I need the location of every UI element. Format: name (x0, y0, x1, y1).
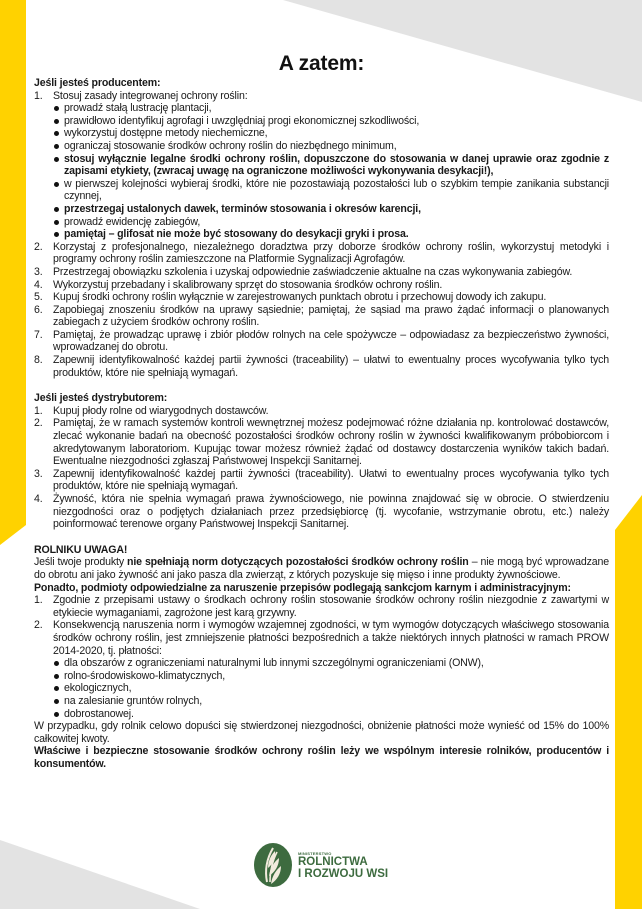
farmer-warning-section (34, 544, 609, 771)
reduction-text: W przypadku, gdy rolnik celowo dopuści się stwierdzonej niezgodności, obniżenie płatności może wynieść od 15% do 100% całkowitej kwoty. (34, 720, 609, 745)
spacer (34, 531, 609, 544)
decorative-gray-triangle-bottom (0, 820, 260, 909)
list-item: 5. Kupuj środki ochrony roślin wyłącznie w zarejestrowanych punktach obrotu i przechowuj dowody ich zakupu. (34, 291, 547, 304)
bullet-item: przestrzegaj ustalonych dawek, terminów stosowania i okresów karencji, (53, 203, 609, 216)
ipm-bullet-list (53, 102, 609, 241)
list-item: 2. Korzystaj z profesjonalnego, niezależnego doradztwa przy doborze środków ochrony roślin, wykorzystuj metodyki i programy ochrony roślin zamieszczone na Platformie Sygnalizacji Agrofagów. (34, 240, 609, 266)
bullet-item: w pierwszej kolejności wybieraj środki, które nie pozostawiają pozostałości lub o szybkim tempie zanikania substancji czynnej, (53, 178, 609, 203)
decorative-yellow-bar-left (0, 0, 28, 545)
list-item: 8. Zapewnij identyfikowalność każdej partii żywności (traceability) – ułatwi to ewentualny proces wycofywania tylko tych produktów, które nie spełniają wymagań. (34, 354, 609, 379)
list-item: 4. Wykorzystuj przebadany i skalibrowany sprzęt do stosowania środków ochrony roślin. (34, 278, 443, 291)
list-item: 3. Przestrzegaj obowiązku szkolenia i uzyskaj odpowiednie zaświadczenie aktualne na czas wykonywania zabiegów. (34, 265, 573, 278)
list-item: 4. Żywność, która nie spełnia wymagań prawa żywnościowego, nie powinna znajdować się w obrocie. O stwierdzeniu niezgodności oraz o podjętych działaniach przez przedsiębiorcę (tj. wycofanie, wstrzymanie obrotu, etc.) należy poinformować terenowe organy Państwowej Inspekcji Sanitarnej. (34, 493, 609, 531)
list-item: 3. Zapewnij identyfikowalność każdej partii żywności (traceability). Ułatwi to ewentualny proces wycofywania tylko tych produktów, które nie spełniają wymagań. (34, 467, 609, 493)
bullet-item: rolno-środowiskowo-klimatycznych, (53, 670, 609, 683)
document-body (34, 52, 609, 770)
list-item: 1. Zgodnie z przepisami ustawy o środkach ochrony roślin stosowanie środków ochrony roślin niezgodnie z zawartymi w etykiecie wymaganiami, zagrożone jest karą grzywny. (34, 594, 609, 619)
producer-list (34, 90, 609, 380)
page-title: A zatem: (278, 52, 365, 75)
bullet-item: ekologicznych, (53, 682, 609, 695)
bullet-item: pamiętaj – glifosat nie może być stosowany do desykacji gryki i prosa. (53, 228, 609, 241)
warning-heading: ROLNIKU UWAGA! (34, 543, 128, 556)
closing-statement: Właściwe i bezpieczne stosowanie środków ochrony roślin leży we wspólnym interesie rolników, producentów i konsumentów. (34, 745, 609, 770)
list-item: 2. Konsekwencją naruszenia norm i wymogów wzajemnej zgodności, w tym wymogów dotyczących właściwego stosowania środków ochrony roślin, jest zmniejszenie płatności bezpośrednich a także niektórych innych płatności w ramach PROW 2014-2020, tj. płatności: dla obszarów z ograniczeniami naturalnymi lub innymi szczególnymi ograniczeniami (ONW), rolno-środowiskowo-klimatycznych, ekologicznych, na zalesianie gruntów rolnych, dobrostanowej. (34, 619, 609, 720)
distributor-heading: Jeśli jesteś dystrybutorem: (34, 392, 168, 405)
decorative-yellow-bar-right (612, 495, 642, 909)
warning-intro: Jeśli twoje produkty nie spełniają norm dotyczących pozostałości środków ochrony roślin – nie mogą być wprowadzane do obrotu ani jako żywność ani jako pasza dla zwierząt, z których pozyskuje się mięso i inne produkty żywnościowe. (34, 556, 609, 581)
bullet-item: stosuj wyłącznie legalne środki ochrony roślin, dopuszczone do stosowania w danej uprawie oraz zgodnie z zapisami etykiety, (zwracaj uwagę na ograniczone możliwości wykonywania desykacji!), (53, 153, 609, 178)
list-item: 1. Kupuj płody rolne od wiarygodnych dostawców. (34, 404, 269, 417)
bullet-item: dobrostanowej. (53, 708, 609, 721)
bullet-item: ograniczaj stosowanie środków ochrony roślin do niezbędnego minimum, (53, 140, 609, 153)
list-item: 2. Pamiętaj, że w ramach systemów kontroli wewnętrznej możesz podejmować różne działania np. kontrolować dostawców, zlecać wykonanie badań na obecność pozostałości środków ochrony roślin w żywności kwalifikowanym próbobiorcom i akredytowanym laboratoriom. Kupując towar możesz również żądać od dostawcy dostarczenia wyników takich badań. Ewentualne niezgodności zgłaszaj Państwowej Inspekcji Sanitarnej. (34, 417, 609, 468)
ministry-logo (253, 842, 388, 888)
payments-bullet-list (53, 657, 609, 720)
list-item: 7. Pamiętaj, że prowadząc uprawę i zbiór płodów rolnych na cele spożywcze – odpowiadasz za bezpieczeństwo żywności, wprowadzanej do obrotu. (34, 328, 609, 354)
sanctions-heading: Ponadto, podmioty odpowiedzialne za naruszenie przepisów podlegają sankcjom karnym i administracyjnym: (34, 581, 571, 594)
list-item: 6. Zapobiegaj znoszeniu środków na uprawy sąsiednie; pamiętaj, że sąsiad ma prawo żądać informacji o planowanych zabiegach z użyciem środków ochrony roślin. (34, 303, 609, 329)
producer-section (34, 77, 609, 379)
bullet-item: prowadź ewidencję zabiegów, (53, 216, 609, 229)
wheat-ear-icon (253, 842, 293, 888)
list-item: 1. Stosuj zasady integrowanej ochrony roślin: prowadź stałą lustrację plantacji, prawidłowo identyfikuj agrofagi i uwzględniaj progi ekonomicznej szkodliwości, wykorzystuj dostępne metody niechemiczne, ograniczaj stosowanie środków ochrony roślin do niezbędnego minimum, stosuj wyłącznie legalne środki ochrony roślin, dopuszczone do stosowania w danej uprawie oraz zgodnie z zapisami etykiety, (zwracaj uwagę na ograniczone możliwości wykonywania desykacji!), w pierwszej kolejności wybieraj środki, które nie pozostawiają pozostałości lub o szybkim tempie zanikania substancji czynnej, przestrzegaj ustalonych dawek, terminów stosowania i okresów karencji, prowadź ewidencję zabiegów, pamiętaj – glifosat nie może być stosowany do desykacji gryki i prosa. (34, 89, 609, 241)
bullet-item: na zalesianie gruntów rolnych, (53, 695, 609, 708)
bullet-item: dla obszarów z ograniczeniami naturalnymi lub innymi szczególnymi ograniczeniami (ONW), (53, 657, 609, 670)
distributor-list (34, 405, 609, 531)
sanctions-list (34, 594, 609, 720)
logo-text: MINISTERSTWO ROLNICTWA I ROZWOJU WSI (298, 850, 389, 880)
distributor-section (34, 392, 609, 531)
bullet-item: prowadź stałą lustrację plantacji, (53, 102, 609, 115)
bullet-item: prawidłowo identyfikuj agrofagi i uwzględniaj progi ekonomicznej szkodliwości, (53, 115, 609, 128)
spacer (34, 379, 609, 392)
producer-heading: Jeśli jesteś producentem: (34, 77, 161, 89)
bullet-item: wykorzystuj dostępne metody niechemiczne, (53, 127, 609, 140)
